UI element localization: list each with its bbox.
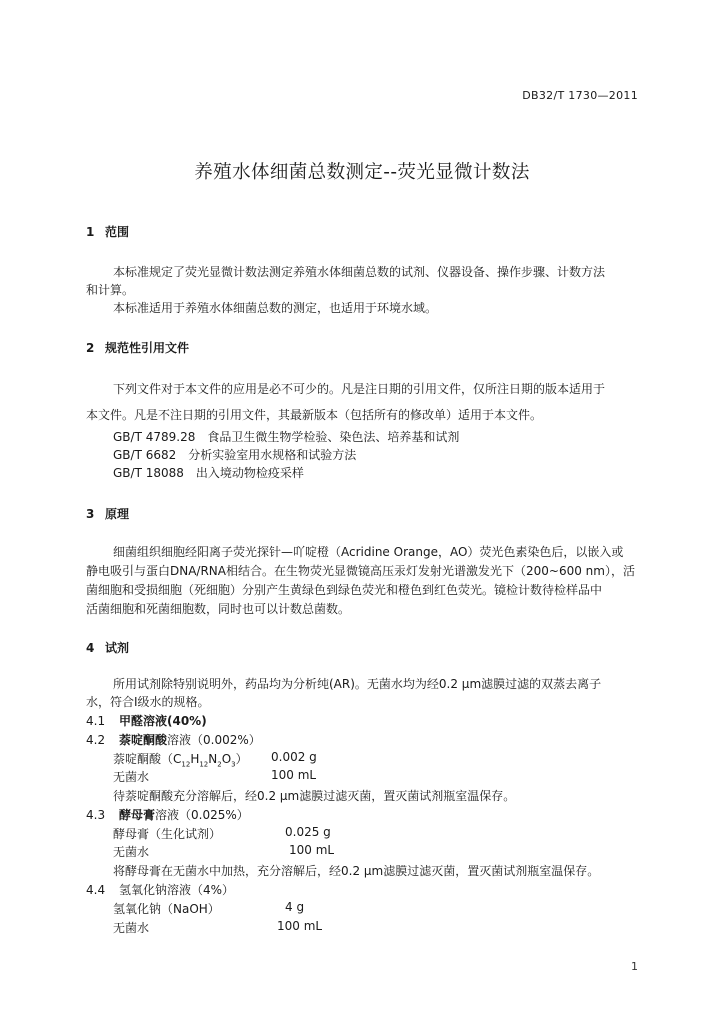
subsection-number: 4.4 — [86, 883, 106, 897]
paragraph-line: 本标准规定了荧光显微计数法测定养殖水体细菌总数的试剂、仪器设备、操作步骤、计数方法 — [113, 265, 606, 279]
section-title: 规范性引用文件 — [105, 341, 190, 355]
paragraph-line: 水，符合Ⅰ级水的规格。 — [86, 695, 210, 709]
paragraph-line: 本文件。凡是不注日期的引用文件，其最新版本（包括所有的修改单）适用于本文件。 — [86, 408, 543, 422]
subsection-4-1 — [86, 712, 207, 729]
subsection-title-rest: 溶液（0.002%） — [167, 733, 261, 747]
paragraph-line: 静电吸引与蛋白DNA/RNA相结合。在生物荧光显微镜高压汞灯发射光谱激发光下（200~600 nm），活 — [86, 564, 635, 578]
reference-item: GB/T 4789.28 食品卫生微生物学检验、染色法、培养基和试剂 — [113, 430, 460, 444]
reagent-name: 氢氧化钠（NaOH） — [113, 902, 220, 916]
paragraph-line: 菌细胞和受损细胞（死细胞）分别产生黄绿色到绿色荧光和橙色到红色荧光。镜检计数待检样品中 — [86, 583, 603, 597]
standard-code: DB32/T 1730—2011 — [522, 89, 638, 102]
reagent-amount: 100 mL — [289, 843, 335, 857]
subsection-number: 4.1 — [86, 714, 106, 728]
subsection-number: 4.3 — [86, 808, 106, 822]
reagent-amount: 0.025 g — [285, 825, 331, 839]
paragraph-line: 活菌细胞和死菌细胞数，同时也可以计数总菌数。 — [86, 602, 351, 616]
reagent-name: 无菌水 — [113, 845, 150, 859]
reagent-amount: 4 g — [285, 900, 305, 914]
subsection-title-rest: 溶液（0.025%） — [155, 808, 249, 822]
paragraph-line: 细菌组织细胞经阳离子荧光探针—吖啶橙（Acridine Orange，AO）荧光色素染色后，以嵌入或 — [113, 545, 624, 559]
section-3-heading — [86, 505, 129, 522]
section-number: 2 — [86, 341, 95, 355]
reagent-amount: 100 mL — [277, 919, 323, 933]
subsection-title: 甲醛溶液(40%) — [119, 714, 207, 728]
section-number: 4 — [86, 641, 95, 655]
reagent-name: 无菌水 — [113, 770, 150, 784]
document-title: 养殖水体细菌总数测定--荧光显微计数法 — [194, 162, 530, 183]
reagent-amount: 0.002 g — [271, 750, 317, 764]
section-title: 范围 — [105, 225, 130, 239]
subsection-title: 氢氧化钠溶液（4%） — [119, 883, 235, 897]
section-title: 试剂 — [105, 641, 130, 655]
subsection-4-4 — [86, 881, 234, 898]
reagent-amount: 100 mL — [271, 768, 317, 782]
reference-item: GB/T 18088 出入境动物检疫采样 — [113, 466, 304, 480]
reagent-name: 萘啶酮酸$(C_{12}H_{12}N_2O_3)$ — [113, 752, 248, 769]
paragraph-line: 和计算。 — [86, 283, 135, 297]
reagent-name: 无菌水 — [113, 921, 150, 935]
section-2-heading — [86, 339, 189, 356]
subsection-4-3 — [86, 806, 249, 823]
paragraph-line: 本标准适用于养殖水体细菌总数的测定，也适用于环境水域。 — [113, 301, 438, 315]
subsection-title-bold: 萘啶酮酸 — [119, 733, 168, 747]
subsection-4-2 — [86, 731, 261, 748]
subsection-number: 4.2 — [86, 733, 106, 747]
reagent-name: 酵母膏（生化试剂） — [113, 827, 222, 841]
subsection-title-bold: 酵母膏 — [119, 808, 156, 822]
section-title: 原理 — [105, 507, 130, 521]
page-number: 1 — [631, 960, 638, 973]
preparation-note: 待萘啶酮酸充分溶解后，经0.2 μm滤膜过滤灭菌，置灭菌试剂瓶室温保存。 — [113, 789, 516, 803]
paragraph-line: 所用试剂除特别说明外，药品均为分析纯(AR)。无菌水均为经0.2 μm滤膜过滤的双蒸去离子 — [113, 677, 602, 691]
section-number: 1 — [86, 225, 95, 239]
section-4-heading — [86, 639, 129, 656]
preparation-note: 将酵母膏在无菌水中加热，充分溶解后，经0.2 μm滤膜过滤灭菌，置灭菌试剂瓶室温保存。 — [113, 864, 600, 878]
section-1-heading — [86, 223, 129, 240]
paragraph-line: 下列文件对于本文件的应用是必不可少的。凡是注日期的引用文件，仅所注日期的版本适用于 — [113, 382, 606, 396]
section-number: 3 — [86, 507, 95, 521]
reference-item: GB/T 6682 分析实验室用水规格和试验方法 — [113, 448, 357, 462]
